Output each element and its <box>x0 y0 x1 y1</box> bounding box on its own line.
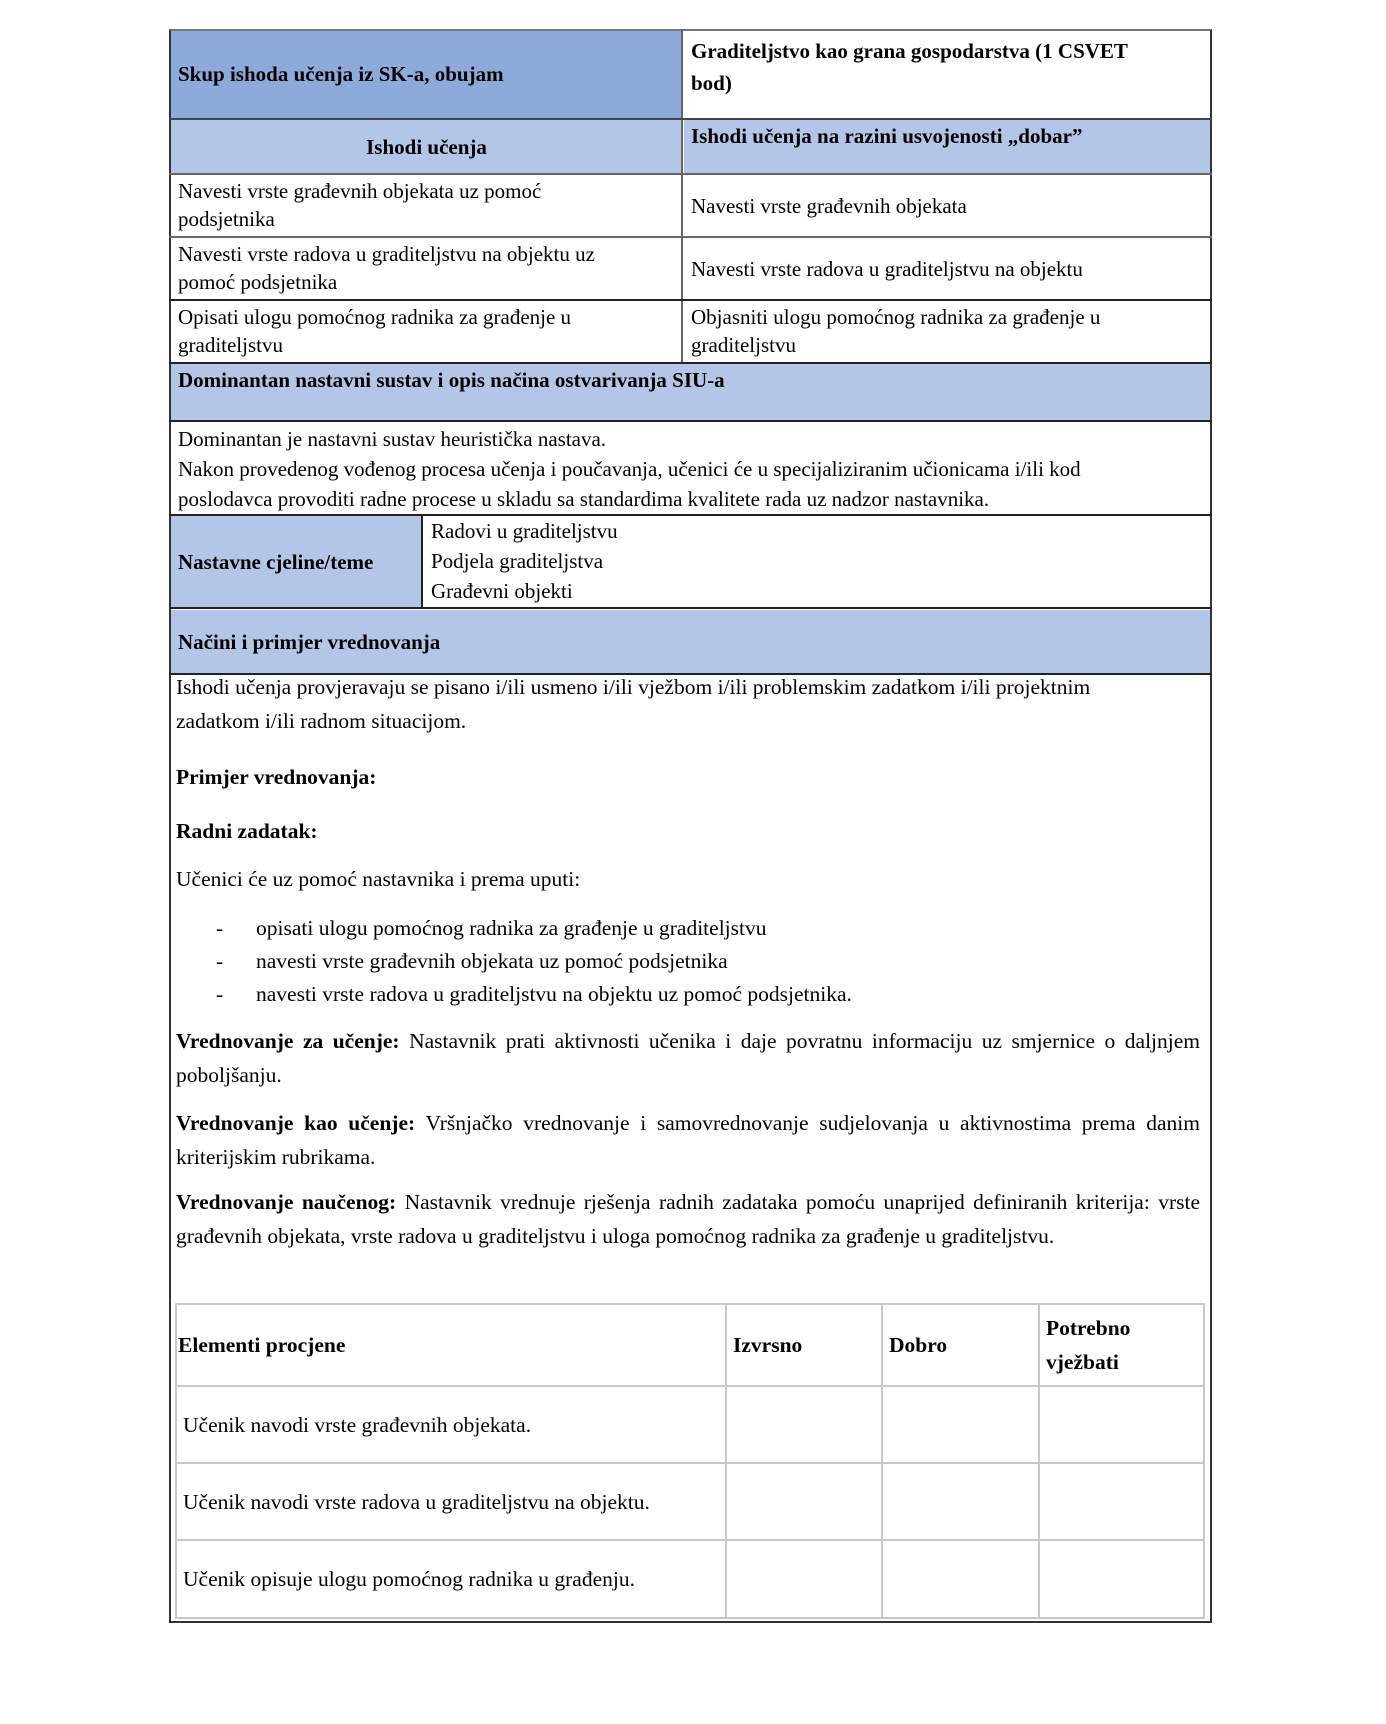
row-divider <box>169 607 1212 609</box>
rubric-row-1-element <box>177 1387 725 1462</box>
teaching-system-title: Dominantan nastavni sustav i opis načina ostvarivanja SIU-a <box>178 368 725 392</box>
siu-value-cell <box>684 31 1210 118</box>
rubric-header-text: Izvrsno <box>733 1333 803 1357</box>
evaluation-title: Načini i primjer vrednovanja <box>178 629 441 654</box>
rubric-header-elements <box>172 1305 725 1385</box>
row-divider <box>169 236 1212 238</box>
outcome-row-3-left <box>171 301 682 363</box>
outcome-row-2-left <box>171 238 682 300</box>
for-learning-label: Vrednovanje za učenje: <box>176 1029 400 1053</box>
outcomes-header-left <box>171 120 682 174</box>
teaching-system-body <box>171 423 1210 515</box>
bullet-dash-icon: - <box>216 916 224 940</box>
siu-value-line1: Graditeljstvo kao grana gospodarstva (1 CSVET <box>691 39 1128 63</box>
outcome-text: Opisati ulogu pomoćnog radnika za građenje u <box>178 305 572 329</box>
unit-item: Građevni objekti <box>431 579 573 603</box>
outcome-row-3-right <box>684 301 1210 363</box>
evaluation-header <box>171 610 1210 674</box>
evaluation-intro <box>176 670 1200 738</box>
outcome-row-1-right <box>684 175 1210 237</box>
outcome-good-text: Navesti vrste građevnih objekata <box>691 193 967 218</box>
outcomes-header-right <box>684 120 1210 174</box>
example-title: Primjer vrednovanja: <box>176 765 377 789</box>
task-item-text: navesti vrste građevnih objekata uz pomoć podsjetnika <box>256 949 728 973</box>
evaluation-of-learning <box>176 1185 1200 1253</box>
outcome-row-2-right <box>684 238 1210 300</box>
as-learning-text: Vršnjačko vrednovanje i samovrednovanje sudjelovanja u aktivnostima prema danim kriterijskim rubrikama. <box>176 1111 1200 1169</box>
units-label: Nastavne cjeline/teme <box>178 549 374 574</box>
rubric-row-3-element <box>177 1541 725 1617</box>
outcome-row-1-left <box>171 175 682 237</box>
for-learning-text: Nastavnik prati aktivnosti učenika i daje povratnu informaciju uz smjernice o daljnjem poboljšanju. <box>176 1029 1201 1087</box>
row-divider <box>169 173 1212 175</box>
task-item-text: opisati ulogu pomoćnog radnika za građenje u graditeljstvu <box>256 916 767 940</box>
teaching-system-line: poslodavca provoditi radne procese u skladu sa standardima kvalitete rada uz nadzor nastavnika. <box>178 487 990 511</box>
teaching-system-line: Nakon provedenog vođenog procesa učenja i poučavanja, učenici će u specijaliziranim učionicama i/ili kod <box>178 457 1081 481</box>
evaluation-for-learning <box>176 1024 1200 1092</box>
row-divider <box>169 514 1212 516</box>
row-divider <box>169 420 1212 422</box>
row-divider <box>169 299 1212 301</box>
outcomes-col1-header: Ishodi učenja <box>366 134 487 159</box>
col-divider <box>421 514 423 608</box>
evaluation-intro-line: zadatkom i/ili radnom situacijom. <box>176 709 467 733</box>
rubric-header-izvrsno <box>727 1305 881 1385</box>
rubric-header-potrebno <box>1040 1305 1205 1385</box>
rubric-header-dobro <box>883 1305 1038 1385</box>
outcome-text: Navesti vrste građevnih objekata uz pomoć <box>178 179 542 203</box>
task-intro: Učenici će uz pomoć nastavnika i prema uputi: <box>176 867 581 891</box>
outcomes-col2-header: Ishodi učenja na razini usvojenosti „dobar” <box>691 124 1083 148</box>
rubric-row-2-element <box>177 1464 725 1539</box>
outcome-good-text: graditeljstvu <box>691 333 796 357</box>
of-learning-text: Nastavnik vrednuje rješenja radnih zadataka pomoću unaprijed definiranih kriterija: vrste građevnih objekata, vrste radova u graditeljstvu i uloga pomoćnog radnika za građenje u graditeljstvu. <box>176 1190 1200 1248</box>
col-divider <box>681 29 683 363</box>
rubric-element-text: Učenik navodi vrste građevnih objekata. <box>183 1412 532 1437</box>
siu-label-cell <box>171 31 682 118</box>
rubric-element-text: Učenik navodi vrste radova u graditeljstvu na objektu. <box>183 1489 650 1514</box>
evaluation-intro-line: Ishodi učenja provjeravaju se pisano i/ili usmeno i/ili vježbom i/ili problemskim zadatkom i/ili projektnim <box>176 675 1091 699</box>
outcome-text: podsjetnika <box>178 207 275 231</box>
unit-item: Radovi u graditeljstvu <box>431 519 618 543</box>
outcome-good-text: Navesti vrste radova u graditeljstvu na objektu <box>691 256 1083 281</box>
bullet-dash-icon: - <box>216 949 224 973</box>
outcome-good-text: Objasniti ulogu pomoćnog radnika za građenje u <box>691 305 1101 329</box>
row-divider <box>169 673 1212 675</box>
rubric-header-text: vježbati <box>1046 1350 1119 1374</box>
rubric-header-text: Dobro <box>889 1333 948 1357</box>
rubric-header-text: Potrebno <box>1046 1316 1131 1340</box>
teaching-system-header <box>171 364 1210 421</box>
row-divider <box>169 118 1212 120</box>
of-learning-label: Vrednovanje naučenog: <box>176 1190 397 1214</box>
outcome-text: pomoć podsjetnika <box>178 270 338 294</box>
row-divider <box>169 362 1212 364</box>
units-label-cell <box>171 516 422 608</box>
rubric-element-text: Učenik opisuje ulogu pomoćnog radnika u građenju. <box>183 1567 635 1591</box>
evaluation-as-learning <box>176 1106 1200 1174</box>
bullet-dash-icon: - <box>216 982 224 1006</box>
task-title: Radni zadatak: <box>176 819 318 843</box>
siu-value-line2: bod) <box>691 71 732 95</box>
units-list <box>424 516 1210 608</box>
teaching-system-line: Dominantan je nastavni sustav heuristička nastava. <box>178 427 607 451</box>
outcome-text: Navesti vrste radova u graditeljstvu na objektu uz <box>178 242 595 266</box>
task-item-text: navesti vrste radova u graditeljstvu na objektu uz pomoć podsjetnika. <box>256 982 852 1006</box>
unit-item: Podjela graditeljstva <box>431 549 604 573</box>
outcome-text: graditeljstvu <box>178 333 283 357</box>
siu-label: Skup ishoda učenja iz SK-a, obujam <box>178 62 504 86</box>
rubric-header-text: Elementi procjene <box>178 1333 346 1357</box>
as-learning-label: Vrednovanje kao učenje: <box>176 1111 416 1135</box>
